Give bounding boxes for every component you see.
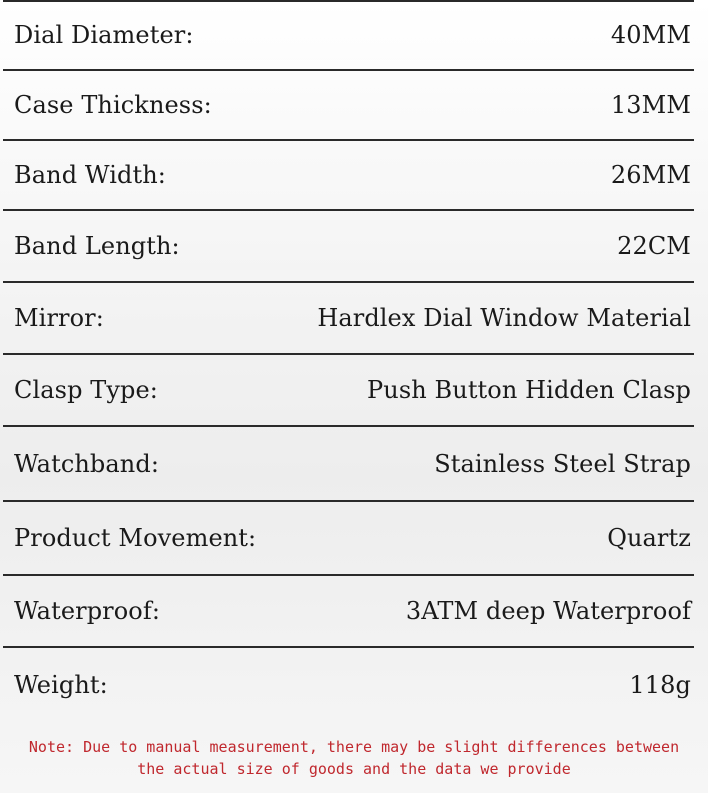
spec-label: Band Width: — [14, 161, 166, 189]
note-line-1: Note: Due to manual measurement, there may be slight differences between — [28, 738, 680, 756]
spec-row-band-length — [3, 211, 694, 283]
spec-value: 13MM — [610, 91, 691, 119]
spec-label: Mirror: — [14, 304, 104, 332]
measurement-note — [0, 736, 708, 780]
note-line-2: the actual size of goods and the data we provide — [137, 760, 571, 778]
spec-value: 118g — [629, 671, 691, 699]
spec-label: Product Movement: — [14, 524, 257, 552]
spec-label: Dial Diameter: — [14, 20, 194, 49]
spec-label: Case Thickness: — [14, 91, 212, 119]
spec-row-watchband — [3, 427, 694, 502]
spec-row-clasp-type — [3, 355, 694, 427]
spec-value: Stainless Steel Strap — [434, 449, 691, 478]
spec-label: Clasp Type: — [14, 376, 158, 404]
spec-value: Hardlex Dial Window Material — [317, 304, 691, 332]
spec-value: 22CM — [617, 232, 691, 260]
spec-label: Watchband: — [14, 449, 160, 478]
spec-row-mirror — [3, 283, 694, 355]
spec-row-case-thickness — [3, 71, 694, 141]
spec-label: Waterproof: — [14, 597, 161, 625]
spec-value: 3ATM deep Waterproof — [405, 597, 691, 625]
spec-value: Quartz — [607, 524, 691, 552]
spec-value: 40MM — [610, 20, 691, 49]
spec-row-product-movement — [3, 502, 694, 576]
spec-value: Push Button Hidden Clasp — [367, 376, 691, 404]
spec-label: Weight: — [14, 671, 108, 699]
spec-value: 26MM — [610, 161, 691, 189]
spec-row-weight — [3, 648, 694, 722]
spec-table — [3, 0, 694, 722]
spec-row-dial-diameter — [3, 0, 694, 71]
spec-label: Band Length: — [14, 232, 180, 260]
spec-row-band-width — [3, 141, 694, 211]
spec-row-waterproof — [3, 576, 694, 648]
